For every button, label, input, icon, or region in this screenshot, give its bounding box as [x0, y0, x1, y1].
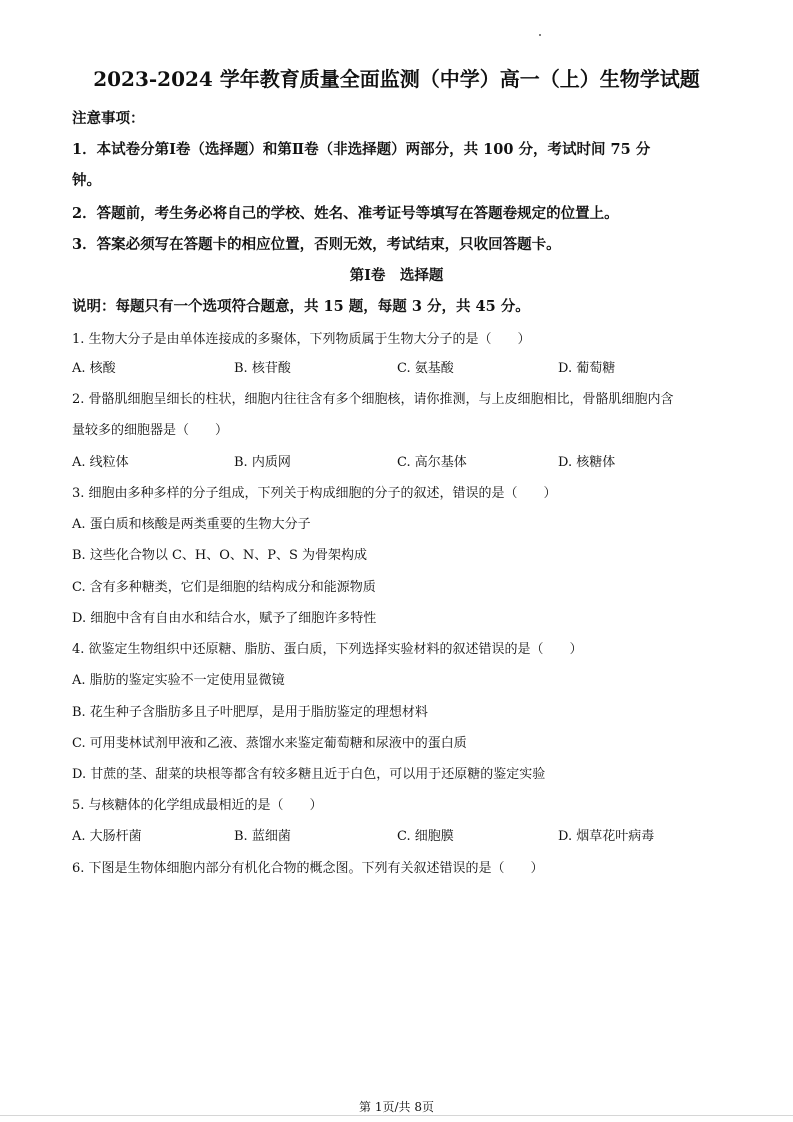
notice-item-1: 1．本试卷分第Ⅰ卷（选择题）和第Ⅱ卷（非选择题）两部分，共 100 分，考试时间 75 分	[72, 141, 651, 158]
question-1-stem: 1. 生物大分子是由单体连接成的多聚体，下列物质属于生物大分子的是（ ）	[72, 332, 531, 347]
question-5-option-b: B. 蓝细菌	[234, 829, 291, 844]
question-5-option-a: A. 大肠杆菌	[72, 829, 142, 844]
question-2-option-d: D. 核糖体	[558, 455, 616, 470]
question-4-option-c: C. 可用斐林试剂甲液和乙液、蒸馏水来鉴定葡萄糖和尿液中的蛋白质	[72, 736, 467, 751]
question-3-stem: 3. 细胞由多种多样的分子组成，下列关于构成细胞的分子的叙述，错误的是（ ）	[72, 486, 557, 501]
question-1-option-b: B. 核苷酸	[234, 361, 291, 376]
notice-heading: 注意事项：	[72, 110, 145, 127]
question-4-stem: 4. 欲鉴定生物组织中还原糖、脂肪、蛋白质，下列选择实验材料的叙述错误的是（ ）	[72, 642, 583, 657]
question-6-stem: 6. 下图是生物体细胞内部分有机化合物的概念图。下列有关叙述错误的是（ ）	[72, 861, 544, 876]
question-3-option-b: B. 这些化合物以 C、H、O、N、P、S 为骨架构成	[72, 548, 368, 563]
question-5-stem: 5. 与核糖体的化学组成最相近的是（ ）	[72, 798, 323, 813]
scan-speck	[539, 34, 541, 36]
section-instruction: 说明：每题只有一个选项符合题意，共 15 题，每题 3 分，共 45 分。	[72, 298, 530, 315]
question-4-option-a: A. 脂肪的鉴定实验不一定使用显微镜	[72, 673, 285, 688]
question-5-option-c: C. 细胞膜	[397, 829, 454, 844]
question-3-option-c: C. 含有多种糖类，它们是细胞的结构成分和能源物质	[72, 580, 376, 595]
question-3-option-a: A. 蛋白质和核酸是两类重要的生物大分子	[72, 517, 311, 532]
section-heading: 第Ⅰ卷 选择题	[349, 267, 444, 284]
question-1-option-c: C. 氨基酸	[397, 361, 454, 376]
question-3-option-d: D. 细胞中含有自由水和结合水，赋予了细胞许多特性	[72, 611, 377, 626]
notice-item-2: 2．答题前，考生务必将自己的学校、姓名、准考证号等填写在答题卷规定的位置上。	[72, 205, 619, 222]
question-4-option-d: D. 甘蔗的茎、甜菜的块根等都含有较多糖且近于白色，可以用于还原糖的鉴定实验	[72, 767, 546, 782]
page-number-footer: 第 1页/共 8页	[359, 1100, 434, 1114]
question-2-option-a: A. 线粒体	[72, 455, 129, 470]
question-4-option-b: B. 花生种子含脂肪多且子叶肥厚，是用于脂肪鉴定的理想材料	[72, 705, 428, 720]
question-2-option-c: C. 高尔基体	[397, 455, 467, 470]
exam-title: 2023-2024 学年教育质量全面监测（中学）高一（上）生物学试题	[93, 67, 700, 91]
question-1-option-a: A. 核酸	[72, 361, 116, 376]
notice-item-3: 3．答案必须写在答题卡的相应位置，否则无效，考试结束，只收回答题卡。	[72, 236, 561, 253]
question-5-option-d: D. 烟草花叶病毒	[558, 829, 655, 844]
question-2-option-b: B. 内质网	[234, 455, 291, 470]
notice-item-1-cont: 钟。	[72, 172, 101, 189]
footer-divider	[0, 1115, 793, 1116]
question-2-stem: 2. 骨骼肌细胞呈细长的柱状，细胞内往往含有多个细胞核，请你推测，与上皮细胞相比，骨骼肌细胞内含	[72, 392, 674, 407]
question-2-stem-cont: 量较多的细胞器是（ ）	[72, 423, 229, 438]
question-1-option-d: D. 葡萄糖	[558, 361, 616, 376]
